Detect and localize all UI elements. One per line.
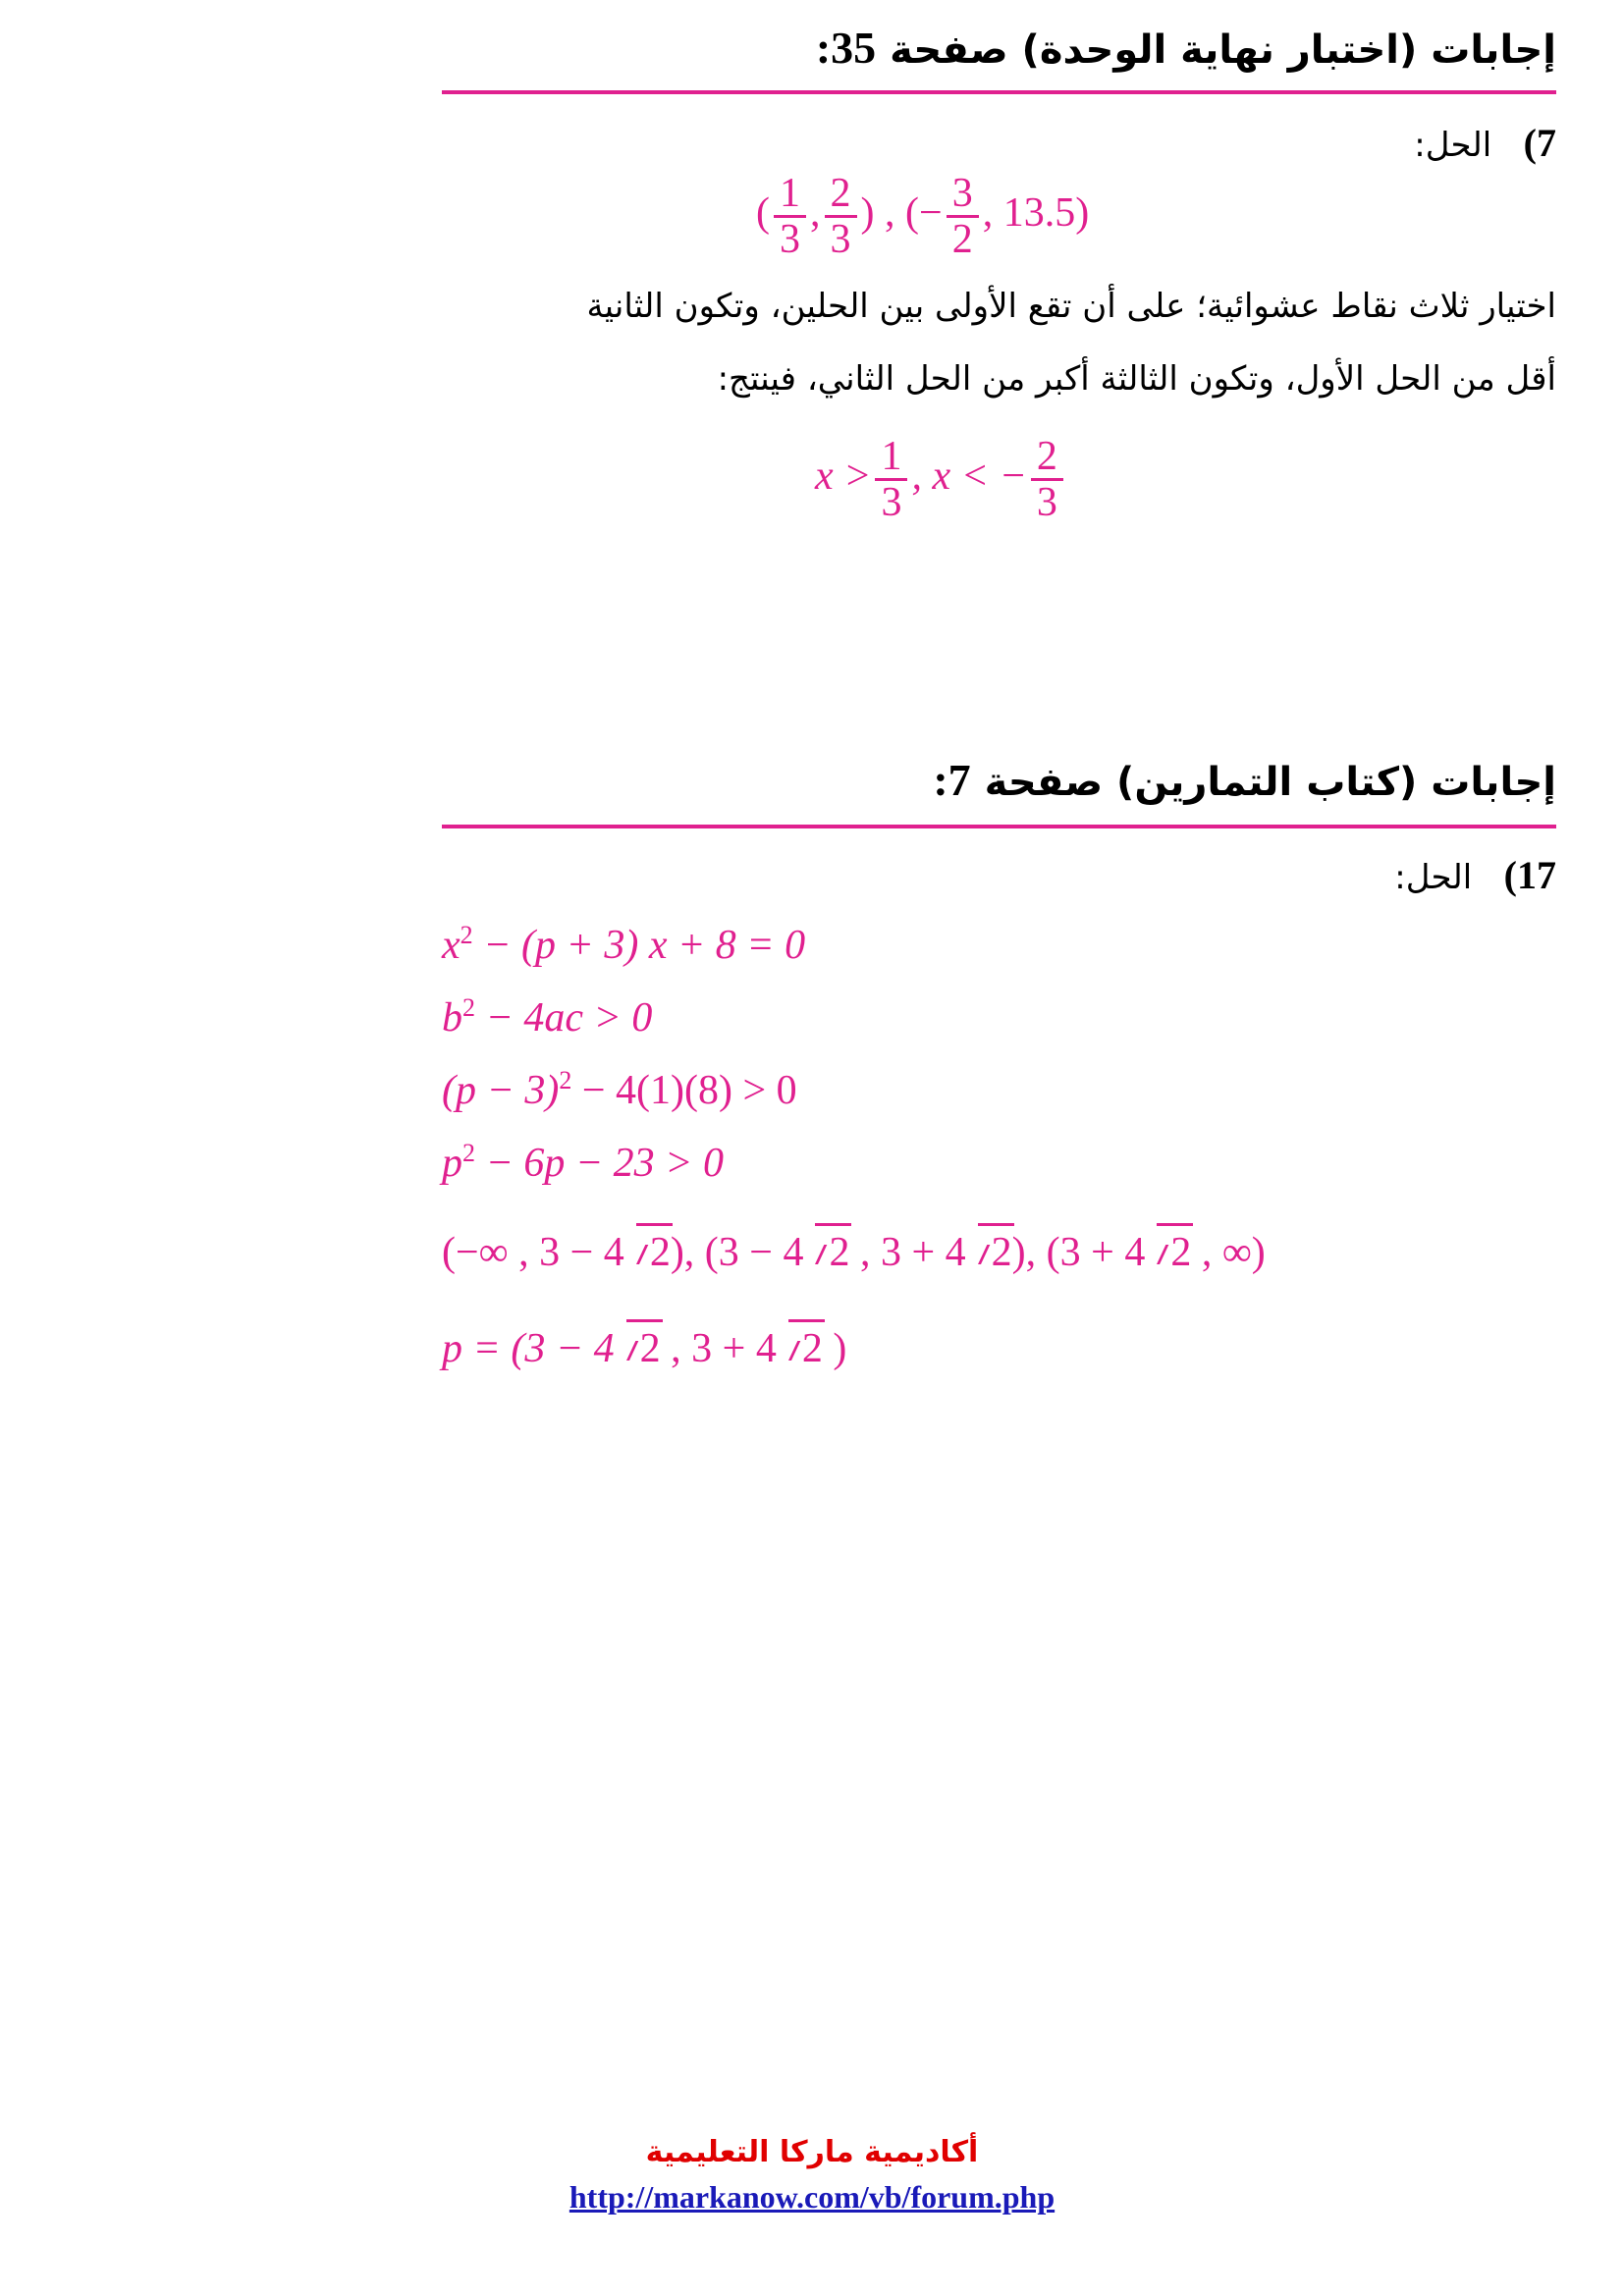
solution-label: الحل:: [1414, 126, 1492, 165]
section1-heading: [442, 22, 1556, 74]
square-root: 2: [1145, 1229, 1191, 1276]
points-equation: ( $\frac{1}{3}$ , $\frac{2}{3}$ ) , (− $\frac{3}{2}$ , 13.5): [756, 171, 1090, 263]
footer-link[interactable]: http://markanow.com/vb/forum.php: [568, 2179, 1056, 2215]
section1-divider: [442, 90, 1556, 94]
fraction: $\frac{2}{3}$: [825, 172, 857, 261]
solution-label: الحل:: [1394, 858, 1473, 897]
explanation-line-1: اختيار ثلاث نقاط عشوائية؛ على أن تقع الأولى بين الحلين، وتكون الثانية: [586, 287, 1556, 326]
equation-3: $(p - 3)^2 - 4(1)(8) > 0$: [442, 1066, 797, 1113]
heading-page-number: 7: [947, 755, 971, 805]
section2-divider: [442, 825, 1556, 828]
section1-question-header: [432, 120, 1556, 166]
fraction: $\frac{3}{2}$: [947, 172, 979, 261]
section2-question-header: [432, 852, 1556, 898]
question-number: 17): [1503, 853, 1556, 897]
square-root: 2: [803, 1229, 849, 1276]
heading-colon: :: [933, 755, 948, 805]
fraction: $\frac{1}{3}$: [774, 172, 806, 261]
equation-4: $p^2 - 6p - 23 > 0$: [442, 1139, 725, 1186]
heading-text: إجابات (اختبار نهاية الوحدة) صفحة: [890, 27, 1556, 73]
equation-1: $x^2 - (p + 3) x + 8 = 0$: [442, 921, 806, 968]
result-inequality: x > $\frac{1}{3}$ , x < − $\frac{2}{3}$: [815, 435, 1067, 524]
footer-academy-name: أكاديمية ماركا التعليمية: [645, 2135, 979, 2169]
equation-5-intervals: (−∞ , 3 − 4 2), (3 − 4 2 , 3 + 4 2), (3 + 4 2 , ∞): [442, 1230, 1266, 1275]
explanation-line-2: أقل من الحل الأول، وتكون الثالثة أكبر من الحل الثاني، فينتج:: [717, 359, 1556, 399]
square-root: 2: [966, 1229, 1012, 1276]
heading-text: إجابات (كتاب التمارين) صفحة: [984, 760, 1556, 805]
heading-page-number: 35: [831, 23, 877, 73]
fraction: $\frac{1}{3}$: [875, 435, 907, 524]
equation-6-answer: p = (3 − 4 2 , 3 + 4 2 ): [442, 1326, 847, 1371]
fraction: $\frac{2}{3}$: [1031, 435, 1063, 524]
square-root: 2: [615, 1325, 661, 1372]
heading-colon: :: [815, 23, 832, 73]
section2-heading: [442, 754, 1556, 806]
square-root: 2: [777, 1325, 823, 1372]
question-number: 7): [1523, 121, 1556, 165]
square-root: 2: [624, 1229, 671, 1276]
equation-2: $b^2 - 4ac > 0$: [442, 993, 653, 1041]
